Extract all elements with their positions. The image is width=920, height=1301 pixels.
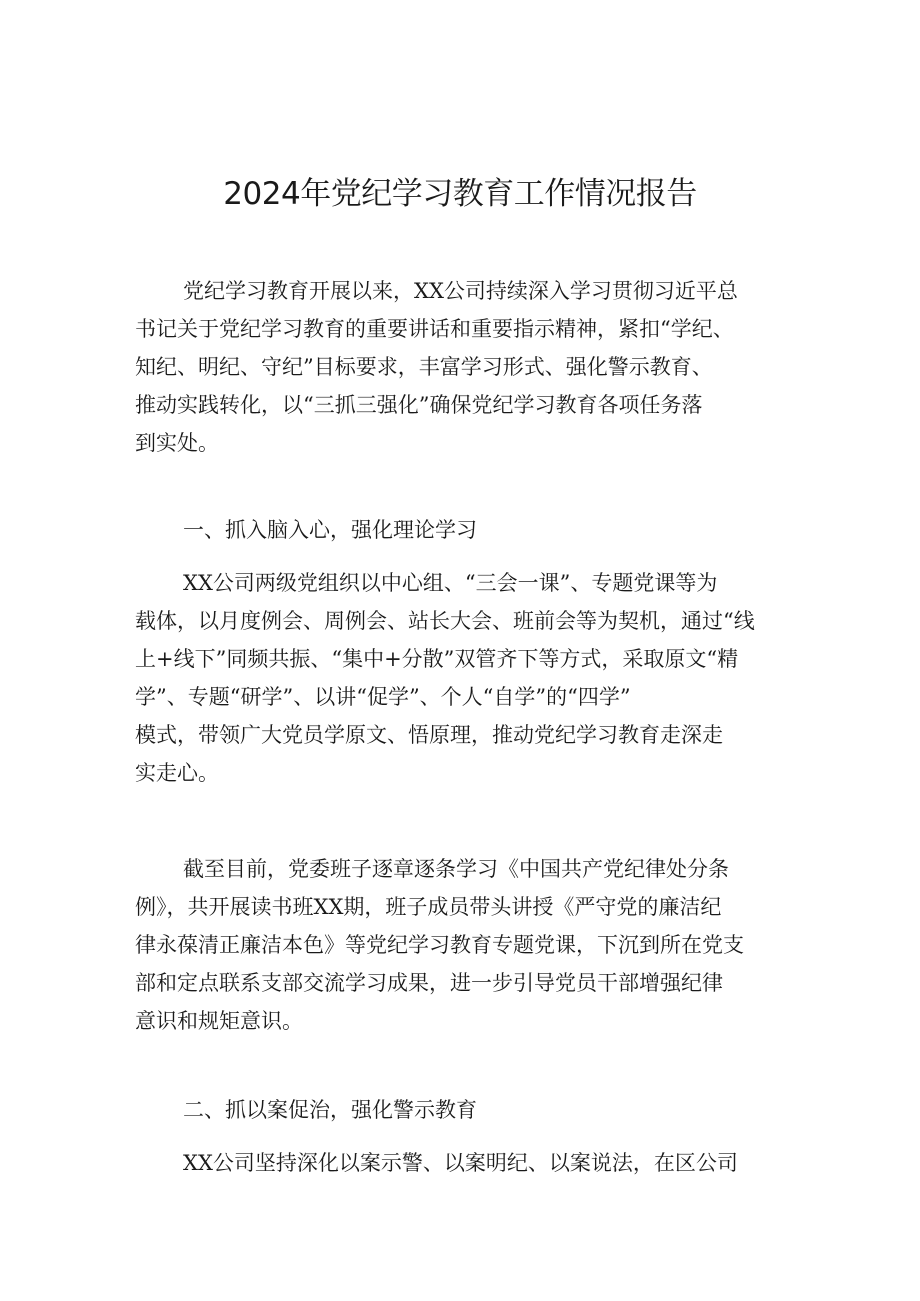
paragraph-line: 党纪学习教育开展以来，XX公司持续深入学习贯彻习近平总 — [183, 279, 738, 303]
paragraph-line: 模式，带领广大党员学原文、悟原理，推动党纪学习教育走深走 — [135, 723, 723, 747]
paragraph-section2-a — [135, 1144, 791, 1182]
document-title: 2024年党纪学习教育工作情况报告 — [223, 176, 697, 212]
paragraph-line: 学”、专题“研学”、以讲“促学”、个人“自学”的“四学” — [135, 685, 631, 709]
paragraph-line: 到实处。 — [135, 431, 219, 455]
section-heading-2: 二、抓以案促治，强化警示教育 — [183, 1098, 477, 1122]
paragraph-line: 书记关于党纪学习教育的重要讲话和重要指示精神，紧扣“学纪、 — [135, 317, 734, 341]
paragraph-line: 律永葆清正廉洁本色》等党纪学习教育专题党课，下沉到所在党支 — [135, 933, 744, 957]
paragraph-intro — [135, 272, 791, 462]
paragraph-line: 载体，以月度例会、周例会、站长大会、班前会等为契机，通过“线 — [135, 609, 755, 633]
section-heading-1: 一、抓入脑入心，强化理论学习 — [183, 518, 477, 542]
paragraph-line: 知纪、明纪、守纪”目标要求，丰富学习形式、强化警示教育、 — [135, 355, 713, 379]
paragraph-line: 意识和规矩意识。 — [135, 1009, 303, 1033]
paragraph-section1-b — [135, 850, 791, 1040]
paragraph-line: 部和定点联系支部交流学习成果，进一步引导党员干部增强纪律 — [135, 971, 723, 995]
paragraph-line: 推动实践转化，以“三抓三强化”确保党纪学习教育各项任务落 — [135, 393, 703, 417]
paragraph-line: XX公司坚持深化以案示警、以案明纪、以案说法，在区公司 — [183, 1151, 738, 1175]
paragraph-line: XX公司两级党组织以中心组、“三会一课”、专题党课等为 — [183, 571, 718, 595]
paragraph-section1-a — [135, 564, 791, 792]
paragraph-line: 实走心。 — [135, 761, 219, 785]
paragraph-line: 上+线下”同频共振、“集中+分散”双管齐下等方式，采取原文“精 — [135, 647, 739, 671]
paragraph-line: 例》，共开展读书班XX期，班子成员带头讲授《严守党的廉洁纪 — [135, 895, 722, 919]
paragraph-line: 截至目前，党委班子逐章逐条学习《中国共产党纪律处分条 — [183, 857, 729, 881]
